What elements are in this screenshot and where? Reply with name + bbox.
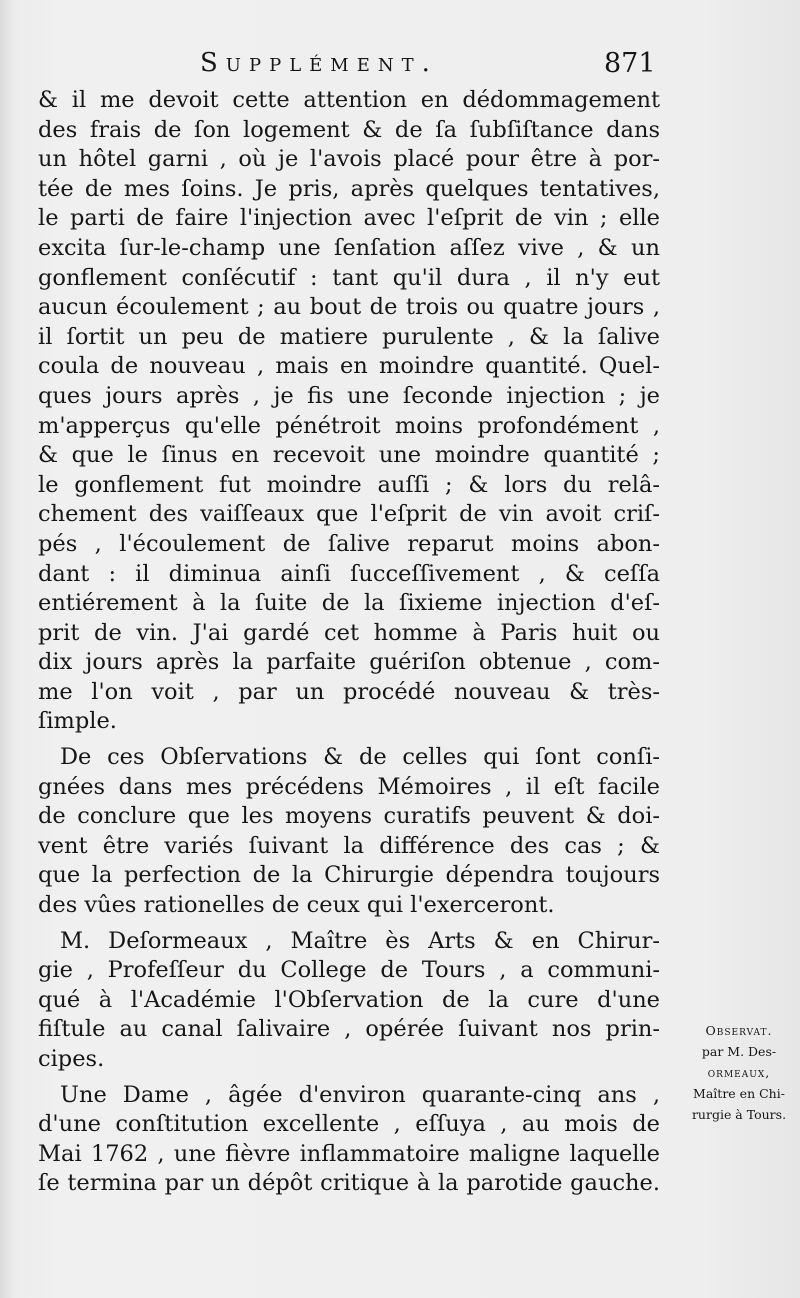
margin-note-line: ormeaux, <box>707 1065 771 1080</box>
running-title: Supplément. <box>200 48 438 78</box>
text-line: ſimple. <box>38 708 117 735</box>
text-line: De ces Obſervations & de celles qui ſont conſi- <box>60 744 660 771</box>
page-number: 871 <box>604 48 656 79</box>
text-line: des frais de ſon logement & de ſa ſubſiſtance dans <box>38 116 660 143</box>
text-line: entiérement à la ſuite de la ſixieme injection d'eſ- <box>38 590 660 617</box>
margin-note-line: Observat. <box>705 1023 773 1038</box>
text-line: ques jours après , je fis une ſeconde injection ; je <box>38 382 660 409</box>
text-line: gonflement conſécutif : tant qu'il dura , il n'y eut <box>38 264 660 291</box>
text-line: tée de mes ſoins. Je pris, après quelques tentatives, <box>38 175 660 202</box>
text-line: cipes. <box>38 1046 105 1072</box>
margin-note-line: par M. Des- <box>701 1044 777 1059</box>
text-line: des vûes rationelles de ceux qui l'exerceront. <box>38 892 555 919</box>
text-line: qué à l'Académie l'Obſervation de la cure d'une <box>38 986 660 1013</box>
text-line: & il me devoit cette attention en dédommagement <box>38 87 660 113</box>
page-header <box>0 48 800 88</box>
text-line: pés , l'écoulement de ſalive reparut moins abon- <box>38 530 660 557</box>
text-line: chement des vaiſſeaux que l'eſprit de vin avoit criſ- <box>38 501 660 528</box>
text-line: le parti de faire l'injection avec l'eſprit de vin ; elle <box>38 205 660 232</box>
text-line: gnées dans mes précédens Mémoires , il eſt facile <box>38 773 660 800</box>
margin-note-line: rurgie à Tours. <box>691 1107 787 1122</box>
text-line: & que le ſinus en recevoit une moindre quantité ; <box>38 442 660 469</box>
text-line: Mai 1762 , une fièvre inflammatoire maligne laquelle <box>38 1140 660 1167</box>
text-line: aucun écoulement ; au bout de trois ou quatre jours , <box>38 294 660 321</box>
text-line: fiſtule au canal ſalivaire , opérée ſuivant nos prin- <box>38 1016 660 1043</box>
text-line: gie , Profeſſeur du College de Tours , a communi- <box>38 957 660 984</box>
text-line: M. Deſormeaux , Maître ès Arts & en Chirur- <box>60 927 660 954</box>
text-line: excita ſur-le-champ une ſenſation aſſez vive , & un <box>38 234 660 261</box>
margin-note-line: Maître en Chi- <box>693 1086 785 1101</box>
text-line: un hôtel garni , où je l'avois placé pour être à por- <box>38 146 660 173</box>
text-line: que la perfection de la Chirurgie dépendra toujours <box>38 862 660 889</box>
text-line: il ſortit un peu de matiere purulente , & la ſalive <box>38 323 660 350</box>
text-line: d'une conſtitution excellente , eſſuya , au mois de <box>38 1111 660 1138</box>
text-line: Une Dame , âgée d'environ quarante-cinq ans , <box>60 1081 660 1108</box>
body-text <box>38 86 660 1199</box>
margin-note <box>684 1020 794 1125</box>
text-line: dix jours après la parfaite guériſon obtenue , com- <box>38 649 660 676</box>
text-line: coula de nouveau , mais en moindre quantité. Quel- <box>38 353 660 380</box>
text-line: le gonflement fut moindre auſſi ; & lors du relâ- <box>38 471 660 498</box>
text-line: m'apperçus qu'elle pénétroit moins profondément , <box>38 412 660 439</box>
text-line: prit de vin. J'ai gardé cet homme à Paris huit ou <box>38 619 660 646</box>
text-line: de conclure que les moyens curatifs peuvent & doi- <box>38 803 660 830</box>
text-line: dant : il diminua ainſi ſucceſſivement , & ceſſa <box>38 560 660 587</box>
text-line: vent être variés ſuivant la différence des cas ; & <box>38 832 660 859</box>
text-line: me l'on voit , par un procédé nouveau & très- <box>38 678 660 705</box>
text-line: ſe termina par un dépôt critique à la parotide gauche. <box>38 1170 660 1197</box>
